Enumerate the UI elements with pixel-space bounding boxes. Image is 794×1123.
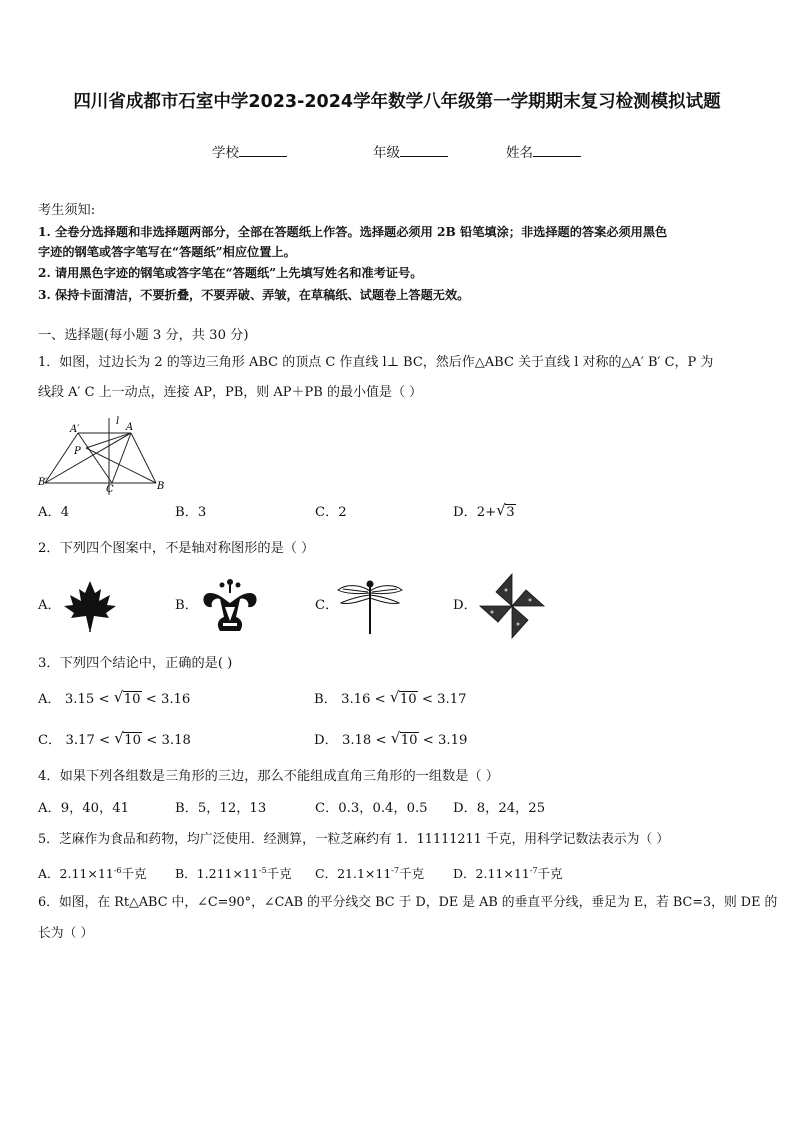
sqrt-symbol: √ 10	[114, 729, 142, 748]
dragonfly-icon	[335, 578, 405, 636]
q5-option-a[interactable]	[38, 861, 147, 884]
q5-option-d-exponent: -7	[529, 866, 538, 875]
label-c: C	[106, 484, 114, 495]
q5-option-c[interactable]	[315, 861, 424, 884]
q5-option-b-base: B．1.211×11	[175, 866, 259, 881]
q4-option-c[interactable]: C．0.3，0.4，0.5	[315, 801, 428, 816]
label-l: l	[116, 416, 120, 427]
school-field[interactable]	[212, 141, 287, 161]
sqrt-symbol: √ 10	[390, 729, 418, 748]
q3-option-d-radicand: 10	[400, 733, 418, 748]
q3-option-b-prefix: B． 3.16 <	[314, 692, 386, 707]
q5-option-d-base: D．2.11×11	[453, 866, 530, 881]
q2-option-b[interactable]: B．	[175, 598, 198, 613]
q1-option-d-prefix: D．2+	[453, 505, 497, 520]
q2-option-c[interactable]: C．	[315, 598, 339, 613]
q5-option-a-exponent: -6	[113, 866, 122, 875]
q3-option-b[interactable]	[314, 690, 466, 710]
q3-option-a-suffix: < 3.16	[145, 692, 191, 707]
q5-option-c-base: C．21.1×11	[315, 866, 392, 881]
q3-option-a-radicand: 10	[123, 692, 141, 707]
maple-leaf-icon	[62, 579, 118, 633]
q5-option-d[interactable]	[453, 861, 563, 884]
pinwheel-icon	[478, 572, 546, 640]
q3-option-b-suffix: < 3.17	[421, 692, 467, 707]
notice-heading: 考生须知:	[38, 203, 96, 218]
q6-stem-line2: 长为（ ）	[38, 926, 94, 941]
q1-option-d-radicand: 3	[506, 505, 515, 520]
q3-option-d[interactable]	[314, 731, 467, 751]
label-a-prime: A′	[70, 424, 80, 435]
page-title: 四川省成都市石室中学2023-2024学年数学八年级第一学期期末复习检测模拟试题	[73, 92, 721, 112]
q1-option-a[interactable]: A．4	[38, 505, 70, 520]
label-a: A	[126, 422, 134, 433]
q3-option-d-suffix: < 3.19	[422, 733, 468, 748]
sqrt-symbol: √ 3	[496, 501, 515, 520]
notice-item-3: 3. 保持卡面清洁，不要折叠，不要弄破、弄皱，在草稿纸、试题卷上答题无效。	[38, 288, 470, 302]
q3-option-c-suffix: < 3.18	[146, 733, 191, 748]
q5-option-a-unit: 千克	[121, 866, 147, 881]
q5-option-c-unit: 千克	[399, 866, 425, 881]
q5-option-b-unit: 千克	[266, 866, 292, 881]
q5-stem: 5．芝麻作为食品和药物，均广泛使用．经测算，一粒芝麻约有 1．11111211 千克，用科学记数法表示为（ ）	[38, 832, 670, 847]
q5-option-a-base: A．2.11×11	[38, 866, 114, 881]
q3-option-c-radicand: 10	[124, 733, 142, 748]
ornament-icon	[200, 577, 260, 635]
q1-option-c[interactable]: C．2	[315, 505, 347, 520]
sqrt-symbol: √ 10	[113, 688, 141, 707]
label-b: B	[157, 481, 165, 492]
q3-option-a-prefix: A． 3.15 <	[38, 692, 110, 707]
name-label: 姓名	[506, 145, 533, 161]
q3-option-b-radicand: 10	[399, 692, 417, 707]
q2-option-d[interactable]: D．	[453, 598, 477, 613]
q2-stem: 2．下列四个图案中，不是轴对称图形的是（ ）	[38, 541, 315, 556]
grade-field[interactable]	[373, 141, 448, 161]
name-field[interactable]	[506, 141, 581, 161]
q5-option-c-exponent: -7	[391, 866, 400, 875]
q6-stem-line1: 6．如图，在 Rt△ABC 中，∠C=90°，∠CAB 的平分线交 BC 于 D，DE 是 AB 的垂直平分线，垂足为 E，若 BC=3，则 DE 的	[38, 895, 778, 910]
q1-stem-line2: 线段 A′ C 上一动点，连接 AP，PB，则 AP＋PB 的最小值是（ ）	[38, 385, 423, 400]
label-p: P	[74, 446, 81, 457]
q5-option-b[interactable]	[175, 861, 292, 884]
q3-option-d-prefix: D． 3.18 <	[314, 733, 387, 748]
q5-option-b-exponent: -5	[258, 866, 267, 875]
label-b-prime: B′	[38, 477, 48, 488]
q2-option-a[interactable]: A．	[38, 598, 61, 613]
section-heading: 一、选择题(每小题 3 分，共 30 分)	[38, 328, 249, 343]
grade-blank[interactable]	[400, 144, 448, 157]
q3-option-c[interactable]	[38, 731, 191, 751]
q5-option-d-unit: 千克	[537, 866, 563, 881]
q1-option-b[interactable]: B．3	[175, 505, 207, 520]
q4-option-d[interactable]: D．8，24，25	[453, 801, 546, 816]
q1-option-d[interactable]	[453, 503, 516, 523]
q3-option-c-prefix: C． 3.17 <	[38, 733, 111, 748]
q1-triangle-figure	[36, 414, 171, 496]
notice-item-1a: 1. 全卷分选择题和非选择题两部分，全部在答题纸上作答。选择题必须用 2B 铅笔填涂；非选择题的答案必须用黑色	[38, 225, 668, 239]
notice-item-1b: 字迹的钢笔或答字笔写在“答题纸”相应位置上。	[38, 245, 296, 259]
name-blank[interactable]	[533, 144, 581, 157]
notice-item-2: 2. 请用黑色字迹的钢笔或答字笔在“答题纸”上先填写姓名和准考证号。	[38, 266, 423, 280]
q4-stem: 4．如果下列各组数是三角形的三边，那么不能组成直角三角形的一组数是（ ）	[38, 769, 499, 784]
sqrt-symbol: √ 10	[389, 688, 417, 707]
q4-option-b[interactable]: B．5，12，13	[175, 801, 267, 816]
q4-option-a[interactable]: A．9，40，41	[38, 801, 130, 816]
q3-stem: 3．下列四个结论中，正确的是( )	[38, 656, 233, 671]
school-label: 学校	[212, 145, 239, 161]
school-blank[interactable]	[239, 144, 287, 157]
q1-stem-line1: 1．如图，过边长为 2 的等边三角形 ABC 的顶点 C 作直线 l⊥ BC，然后作△ABC 关于直线 l 对称的△A′ B′ C，P 为	[38, 355, 714, 370]
q3-option-a[interactable]	[38, 690, 190, 710]
grade-label: 年级	[373, 145, 400, 161]
